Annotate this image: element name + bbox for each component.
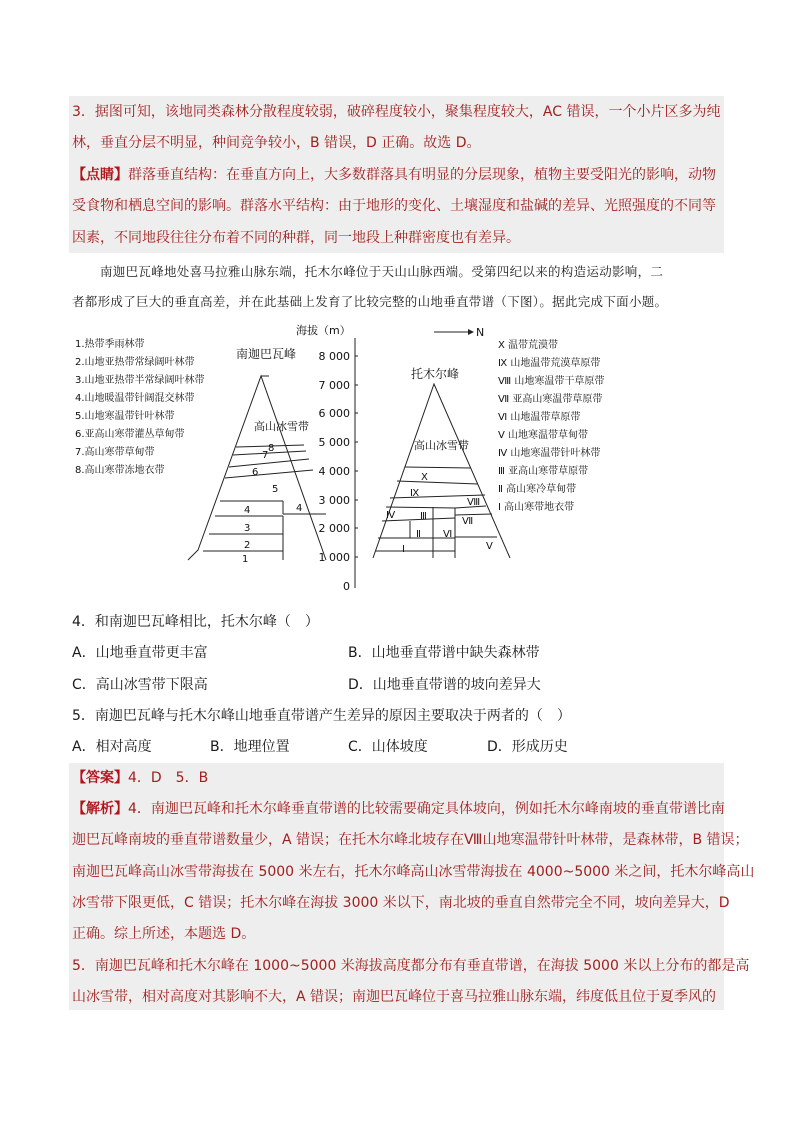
zone-left-7: 7 bbox=[262, 450, 269, 461]
tip-line1 bbox=[72, 165, 716, 185]
left-band-line-6 bbox=[229, 459, 309, 467]
tip-line2: 受食物和栖息空间的影响。群落水平结构：由于地形的变化、土壤湿度和盐碱的差异、光照强度的不同等 bbox=[72, 198, 716, 214]
zone-left-2: 2 bbox=[244, 540, 251, 551]
zone-right-5: Ⅴ bbox=[486, 541, 493, 552]
answer-tag: 【答案】 bbox=[72, 770, 128, 786]
tip-text-1: 群落垂直结构：在垂直方向上，大多数群落具有明显的分层现象，植物主要受阳光的影响，动物 bbox=[128, 167, 716, 183]
analysis-line4: 冰雪带下限更低，C 错误；托木尔峰在海拔 3000 米以下，南北坡的垂直自然带完全不同，坡向差异大，D bbox=[72, 895, 730, 911]
analysis-line5: 正确。综上所述，本题选 D。 bbox=[72, 926, 256, 942]
right-band-line-9 bbox=[397, 481, 478, 484]
zone-left-5: 5 bbox=[272, 484, 279, 495]
legend-right-6: Ⅵ 山地温带草原带 bbox=[498, 412, 581, 423]
analysis-line1 bbox=[72, 799, 725, 819]
question-5-stem: 5．南迦巴瓦峰与托木尔峰山地垂直带谱产生差异的原因主要取决于两者的（ ） bbox=[72, 708, 571, 724]
intro-line1: 南迦巴瓦峰地处喜马拉雅山脉东端，托木尔峰位于天山山脉西端。受第四纪以来的构造运动影响，二 bbox=[100, 264, 664, 279]
peak-right-label: 托木尔峰 bbox=[411, 367, 460, 381]
tick-3000: 3 000 bbox=[318, 494, 350, 507]
tick-2000: 2 000 bbox=[318, 522, 350, 535]
analysis-text-1: 4．南迦巴瓦峰和托木尔峰垂直带谱的比较需要确定具体坡向，例如托木尔峰南坡的垂直带谱比南 bbox=[128, 801, 725, 817]
tick-6000: 6 000 bbox=[318, 407, 350, 420]
answer-text: 4．D 5．B bbox=[128, 770, 209, 786]
zone-right-8: Ⅷ bbox=[467, 497, 481, 508]
legend-right-9: Ⅸ 山地温带荒漠草原带 bbox=[498, 358, 601, 369]
snow-right-label: 高山冰雪带 bbox=[414, 439, 469, 452]
zone-left-4a: 4 bbox=[244, 505, 251, 516]
question-4-stem: 4．和南迦巴瓦峰相比，托木尔峰（ ） bbox=[72, 614, 319, 630]
q4-option-c[interactable]: C．高山冰雪带下限高 bbox=[72, 677, 208, 693]
legend-right-8: Ⅷ 山地寒温带干草原带 bbox=[498, 376, 605, 387]
q4-option-d[interactable]: D．山地垂直带谱的坡向差异大 bbox=[348, 677, 541, 693]
analysis-line2: 迦巴瓦峰南坡的垂直带谱数量少，A 错误；在托木尔峰北坡存在Ⅷ山地寒温带针叶林带，是森林带，B 错误； bbox=[72, 832, 749, 848]
zone-right-6: Ⅵ bbox=[443, 529, 453, 540]
tick-5000: 5 000 bbox=[318, 436, 350, 449]
legend-left-5: 5.山地寒温带针叶林带 bbox=[75, 411, 175, 422]
right-mountain-outline bbox=[373, 384, 510, 558]
legend-left-2: 2.山地亚热带常绿阔叶林带 bbox=[75, 357, 195, 368]
analysis-tag: 【解析】 bbox=[72, 801, 128, 817]
right-band-line-10 bbox=[405, 467, 471, 468]
left-band-line-5 bbox=[225, 470, 313, 478]
legend-left-8: 8.高山寒带冻地衣带 bbox=[75, 465, 165, 476]
vertical-zone-figure bbox=[0, 318, 794, 608]
zone-right-10: Ⅹ bbox=[421, 472, 428, 483]
legend-left-7: 7.高山寒带草甸带 bbox=[75, 447, 155, 458]
q4-option-a[interactable]: A．山地垂直带更丰富 bbox=[72, 645, 208, 661]
zone-right-9: Ⅸ bbox=[410, 488, 420, 499]
axis-label: 海拔（m） bbox=[296, 324, 351, 337]
explanation-3-line1: 3．据图可知，该地同类森林分散程度较弱，破碎程度较小，聚集程度较大，AC 错误，一个小片区多为纯 bbox=[72, 104, 721, 120]
legend-left-1: 1.热带季雨林带 bbox=[75, 339, 145, 350]
analysis-line6: 5．南迦巴瓦峰和托木尔峰在 1000~5000 米海拔高度都分布有垂直带谱，在海拔 5000 米以上分布的都是高 bbox=[72, 958, 750, 974]
answer-line bbox=[72, 768, 208, 788]
north-label: N bbox=[476, 326, 485, 339]
zone-right-3: Ⅲ bbox=[420, 511, 427, 522]
legend-right-7: Ⅶ 亚高山寒温带草原带 bbox=[498, 394, 603, 405]
peak-left-label: 南迦巴瓦峰 bbox=[236, 347, 297, 361]
zone-right-4: Ⅳ bbox=[386, 510, 396, 521]
tick-7000: 7 000 bbox=[318, 379, 350, 392]
zone-left-1: 1 bbox=[242, 554, 249, 565]
explanation-3-line2: 林，垂直分层不明显，种间竞争较小，B 错误，D 正确。故选 D。 bbox=[72, 135, 481, 151]
analysis-line7: 山冰雪带，相对高度对其影响不大，A 错误；南迦巴瓦峰位于喜马拉雅山脉东端，纬度低且位于夏季风的 bbox=[72, 989, 717, 1005]
q5-option-c[interactable]: C．山体坡度 bbox=[348, 739, 428, 755]
tick-0: 0 bbox=[343, 580, 350, 593]
zone-left-6: 6 bbox=[252, 467, 259, 478]
zone-right-2: Ⅱ bbox=[416, 529, 421, 540]
legend-right-2: Ⅱ 高山寒冷草甸带 bbox=[498, 484, 577, 495]
q4-option-b[interactable]: B．山地垂直带谱中缺失森林带 bbox=[348, 645, 540, 661]
tick-1000: 1 000 bbox=[318, 551, 350, 564]
legend-right-10: Ⅹ 温带荒漠带 bbox=[498, 340, 559, 351]
legend-left-6: 6.亚高山寒带灌丛草甸带 bbox=[75, 429, 185, 440]
zone-right-1: Ⅰ bbox=[402, 544, 405, 555]
tick-4000: 4 000 bbox=[318, 465, 350, 478]
zone-left-4b: 4 bbox=[296, 503, 303, 514]
zone-right-7: Ⅶ bbox=[462, 516, 474, 527]
snow-left-label: 高山冰雪带 bbox=[254, 420, 309, 433]
legend-right-1: Ⅰ 高山寒带地衣带 bbox=[498, 502, 575, 513]
q5-option-b[interactable]: B．地理位置 bbox=[210, 739, 290, 755]
legend-left-4: 4.山地暖温带针阔混交林带 bbox=[75, 393, 195, 404]
right-band-line-7 bbox=[386, 507, 455, 508]
q5-option-d[interactable]: D．形成历史 bbox=[487, 739, 568, 755]
zone-left-8: 8 bbox=[268, 443, 275, 454]
legend-right-5: Ⅴ 山地寒温带草甸带 bbox=[498, 430, 589, 441]
legend-right-4: Ⅳ 山地寒温带针叶林带 bbox=[498, 448, 601, 459]
legend-left-3: 3.山地亚热带半常绿阔叶林带 bbox=[75, 375, 205, 386]
legend-right-3: Ⅲ 亚高山寒带草原带 bbox=[498, 466, 589, 477]
tick-8000: 8 000 bbox=[318, 350, 350, 363]
tip-tag: 【点睛】 bbox=[72, 167, 128, 183]
zone-left-3: 3 bbox=[244, 523, 251, 534]
q5-option-a[interactable]: A．相对高度 bbox=[72, 739, 152, 755]
intro-line2: 者都形成了巨大的垂直高差，并在此基础上发育了比较完整的山地垂直带谱（下图）。据此完成下面小题。 bbox=[72, 294, 668, 309]
analysis-line3: 南迦巴瓦峰高山冰雪带海拔在 5000 米左右，托木尔峰高山冰雪带海拔在 4000~5000 米之间，托木尔峰高山 bbox=[72, 864, 755, 880]
tip-line3: 因素，不同地段往往分布着不同的种群，同一地段上种群密度也有差异。 bbox=[72, 230, 520, 246]
